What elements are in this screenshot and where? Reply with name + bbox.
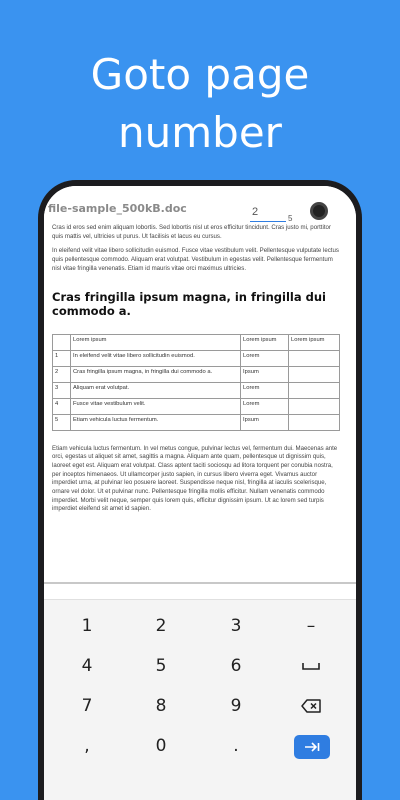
key-2[interactable]: 2 (155, 616, 167, 636)
key-comma[interactable]: , (84, 736, 90, 756)
key-3[interactable]: 3 (230, 616, 242, 636)
key-7[interactable]: 7 (81, 696, 93, 716)
key-9[interactable]: 9 (230, 696, 242, 716)
table-cell: Lorem ipsum (71, 334, 241, 350)
key-8[interactable]: 8 (155, 696, 167, 716)
backspace-icon (301, 699, 321, 713)
key-0[interactable]: 0 (155, 736, 167, 756)
table-row (53, 382, 340, 398)
table-cell (289, 382, 340, 398)
doc-heading: Cras fringilla ipsum magna, in fringilla dui commodo a. (52, 289, 326, 318)
table-row (53, 414, 340, 430)
doc-paragraph: Etiam vehicula luctus fermentum. In vel metus congue, pulvinar lectus vel, fermentum dui. Maecenas ante orci, egestas ut aliquet sit amet, sagittis a magna. Aliquam ante quam, pellentesque ut dignissim quis, laoreet eget est. Aliquam erat volutpat. Class aptent taciti sociosqu ad litora torquent per conubia nostra, per inceptos himenaeos. Ut ullamcorper justo sapien, in cursus libero viverra eget. Vivamus auctor imperdiet urna, at pulvinar leo posuere laoreet. Suspendisse neque nisl, fringilla at iaculis scelerisque, ornare vel dolor. Ut et pulvinar nunc. Pellentesque fringilla mollis efficitur. Nullam venenatis commodo imperdiet. Morbi velit neque, semper quis lorem quis, efficitur dignissim ipsum. Ut ac lorem sed turpis imperdiet eleifend sit amet id sapien. (52, 444, 338, 513)
table-cell: 4 (53, 398, 71, 414)
table-cell (289, 350, 340, 366)
table-row (53, 350, 340, 366)
table-cell: 1 (53, 350, 71, 366)
phone-frame (38, 180, 362, 800)
space-key[interactable] (276, 649, 346, 683)
table-header-row (53, 334, 340, 350)
goto-page-input[interactable] (250, 202, 286, 222)
table-cell: 3 (53, 382, 71, 398)
table-row (53, 366, 340, 382)
space-icon (302, 661, 320, 671)
numeric-keyboard (44, 599, 356, 800)
key-period[interactable]: . (233, 736, 239, 756)
next-tab-icon (304, 742, 320, 752)
table-cell: Ipsum (241, 366, 289, 382)
key-dash[interactable]: – (306, 616, 316, 636)
table-cell: Lorem (241, 398, 289, 414)
table-cell (289, 398, 340, 414)
document-content[interactable] (52, 224, 342, 520)
table-cell (53, 334, 71, 350)
table-cell: Lorem ipsum (289, 334, 340, 350)
key-6[interactable]: 6 (230, 656, 242, 676)
headline-line-1: Goto page (90, 50, 310, 99)
table-cell: Ipsum (241, 414, 289, 430)
table-cell: In eleifend velit vitae libero sollicitudin euismod. (71, 350, 241, 366)
headline-line-2: number (118, 108, 282, 157)
key-5[interactable]: 5 (155, 656, 167, 676)
backspace-key[interactable] (276, 689, 346, 723)
table-cell: Fusce vitae vestibulum velit. (71, 398, 241, 414)
promo-headline (0, 46, 400, 162)
table-cell (289, 414, 340, 430)
table-cell: Etiam vehicula luctus fermentum. (71, 414, 241, 430)
table-cell: 5 (53, 414, 71, 430)
table-row (53, 398, 340, 414)
keyboard-divider (44, 582, 356, 584)
next-key[interactable] (294, 735, 330, 759)
key-4[interactable]: 4 (81, 656, 93, 676)
front-camera (310, 202, 328, 220)
page-total: 5 (288, 214, 293, 223)
table-cell: Lorem (241, 382, 289, 398)
table-cell: Cras fringilla ipsum magna, in fringilla dui commodo a. (71, 366, 241, 382)
doc-paragraph: Cras id eros sed enim aliquam lobortis. Sed lobortis nisl ut eros efficitur tincidunt. Cras justo mi, porttitor quis mattis vel, ultricies ut purus. Ut facilisis et lacus eu cursus. (52, 224, 331, 240)
table-cell: Aliquam erat volutpat. (71, 382, 241, 398)
table-cell: 2 (53, 366, 71, 382)
phone-screen (44, 186, 356, 800)
table-cell: Lorem (241, 350, 289, 366)
key-1[interactable]: 1 (81, 616, 93, 636)
doc-table (52, 334, 340, 431)
doc-paragraph: In eleifend velit vitae libero sollicitudin euismod. Fusce vitae vestibulum velit. Pellentesque vulputate lectus quis pellentesque commodo. Aliquam erat volutpat. Vestibulum in egestas velit. Pellentesque fermentum nisl vitae fringilla venenatis. Etiam id mauris vitae orci maximus ultricies. (52, 247, 339, 272)
document-file-name: file-sample_500kB.doc (48, 202, 187, 215)
table-cell (289, 366, 340, 382)
keyboard-top-border (44, 599, 356, 600)
table-cell: Lorem ipsum (241, 334, 289, 350)
